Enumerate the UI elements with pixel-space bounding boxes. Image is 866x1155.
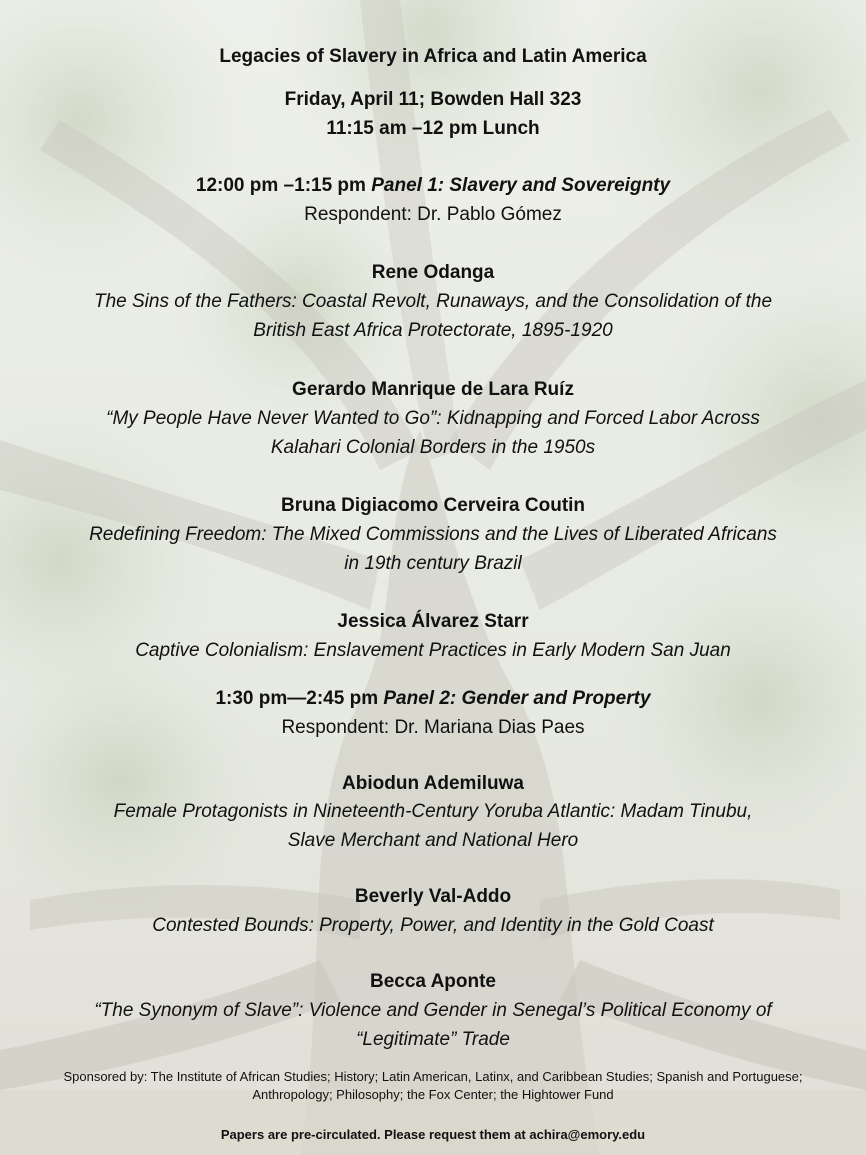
paper-title-line: Contested Bounds: Property, Power, and Identity in the Gold Coast (152, 915, 714, 936)
paper-title-line: in 19th century Brazil (344, 553, 522, 574)
paper-title-line: “The Synonym of Slave”: Violence and Gender in Senegal’s Political Economy of (94, 1000, 772, 1021)
sponsors-text: Sponsored by: The Institute of African Studies; History; Latin American, Latinx, and Caribbean Studies; Spanish and Portuguese; Anthropology; Philosophy; the Fox Center; the Hightower Fund (63, 1069, 803, 1102)
panel-1-respondent: Respondent: Dr. Pablo Gómez (304, 204, 562, 225)
paper-title (0, 797, 866, 855)
presenter-name: Rene Odanga (371, 262, 495, 283)
paper-title-line: Kalahari Colonial Borders in the 1950s (270, 437, 596, 458)
presenter-name: Becca Aponte (370, 971, 496, 992)
panel-1-name: Panel 1: Slavery and Sovereignty (371, 175, 671, 196)
paper-title-line: The Sins of the Fathers: Coastal Revolt, Runaways, and the Consolidation of the (93, 291, 773, 312)
paper-title (0, 636, 866, 665)
paper-title-line: Slave Merchant and National Hero (287, 830, 579, 851)
paper-title (0, 996, 866, 1054)
contact-footer: Papers are pre-circulated. Please request them at achira@emory.edu (220, 1127, 646, 1142)
panel-2-name: Panel 2: Gender and Property (383, 688, 651, 709)
panel-2-respondent: Respondent: Dr. Mariana Dias Paes (281, 717, 585, 738)
paper-title (0, 911, 866, 940)
panel-1-time: 12:00 pm –1:15 pm (195, 175, 366, 196)
panel-1-heading (0, 175, 866, 197)
paper-title (0, 520, 866, 578)
presenter-name: Beverly Val-Addo (354, 886, 512, 907)
presenter-name: Gerardo Manrique de Lara Ruíz (292, 379, 574, 400)
paper-title (0, 404, 866, 462)
paper-title (0, 287, 866, 345)
panel-2-time: 1:30 pm—2:45 pm (215, 688, 379, 709)
paper-title-line: Female Protagonists in Nineteenth-Century Yoruba Atlantic: Madam Tinubu, (113, 801, 753, 822)
panel-2-heading (0, 688, 866, 710)
presenter-name: Bruna Digiacomo Cerveira Coutin (280, 495, 586, 516)
lunch-time: 11:15 am –12 pm Lunch (326, 118, 540, 139)
event-date-location: Friday, April 11; Bowden Hall 323 (284, 89, 582, 110)
paper-title-line: British East Africa Protectorate, 1895-1920 (253, 320, 613, 341)
event-title: Legacies of Slavery in Africa and Latin America (219, 46, 647, 67)
paper-title-line: “My People Have Never Wanted to Go”: Kidnapping and Forced Labor Across (106, 408, 760, 429)
paper-title-line: “Legitimate” Trade (356, 1029, 510, 1050)
presenter-name: Abiodun Ademiluwa (342, 773, 524, 794)
paper-title-line: Captive Colonialism: Enslavement Practices in Early Modern San Juan (135, 640, 731, 661)
paper-title-line: Redefining Freedom: The Mixed Commissions and the Lives of Liberated Africans (89, 524, 777, 545)
presenter-name: Jessica Álvarez Starr (337, 611, 529, 632)
